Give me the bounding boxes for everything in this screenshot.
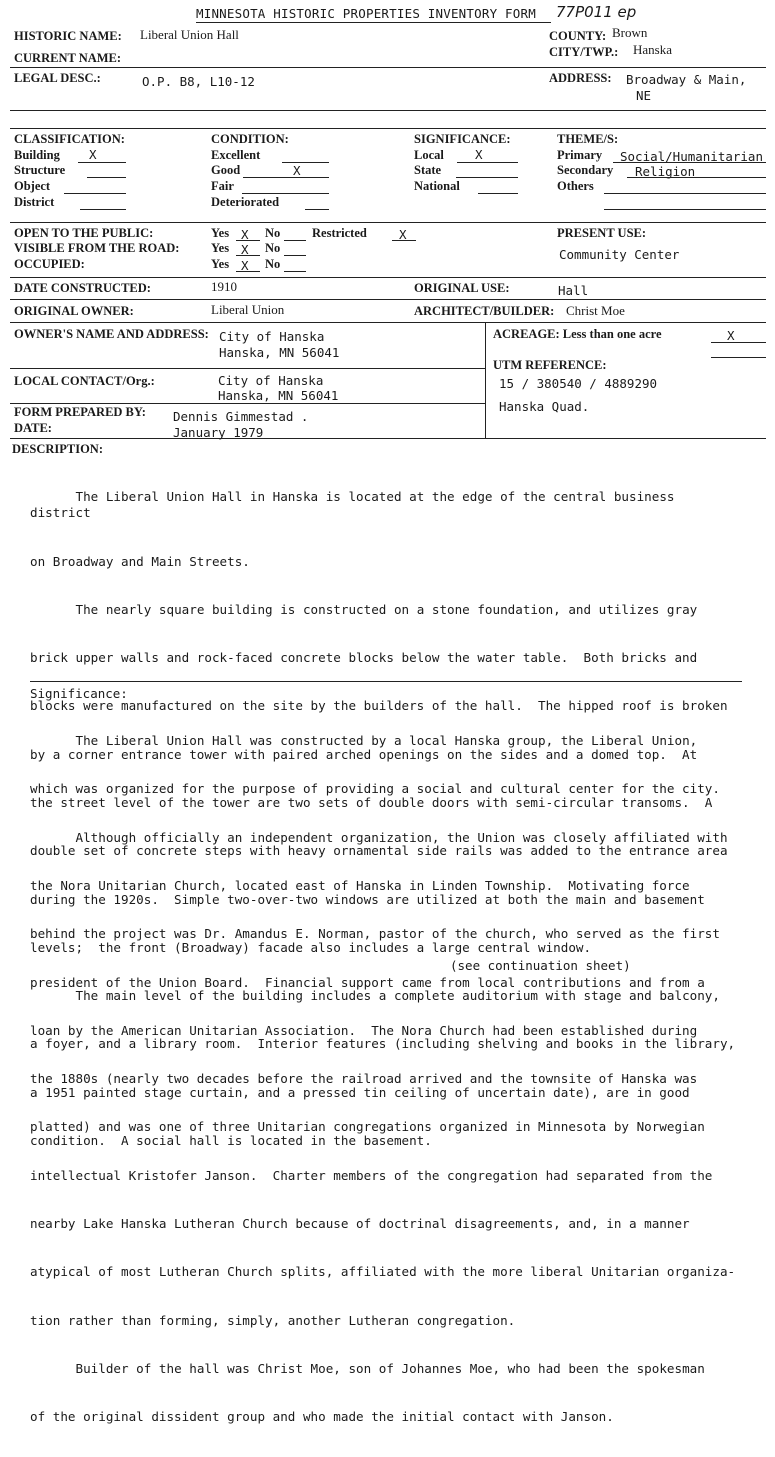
blank-line [627, 177, 766, 178]
themes-label: THEME/S: [557, 132, 619, 146]
utm-label: UTM REFERENCE: [493, 358, 607, 372]
description-label: DESCRIPTION: [12, 442, 103, 456]
divider [10, 67, 766, 68]
present-use-label: PRESENT USE: [557, 226, 647, 240]
continuation-note: (see continuation sheet) [450, 958, 631, 973]
date-constructed-value: 1910 [211, 279, 237, 294]
county-label: COUNTY: [549, 29, 607, 43]
significance-line: the Nora Unitarian Church, located east of Hanska in Linden Township. Motivating force [30, 878, 690, 894]
theme-secondary-value: Religion [635, 164, 696, 179]
classification-building-mark: X [89, 147, 97, 162]
classification-structure: Structure [14, 163, 66, 177]
classification-label: CLASSIFICATION: [14, 132, 125, 146]
address-line2: NE [636, 88, 652, 103]
significance-line: of the original dissident group and who made the initial contact with Janson. [30, 1409, 614, 1425]
legal-desc-value: O.P. B8, L10-12 [142, 74, 255, 89]
blank-line [711, 342, 766, 343]
blank-line [236, 255, 260, 256]
original-owner-value: Liberal Union [211, 302, 285, 317]
significance-line: Builder of the hall was Christ Moe, son of Johannes Moe, who had been the spokesman [30, 1360, 705, 1376]
address-label: ADDRESS: [549, 71, 612, 85]
blank-line [284, 255, 306, 256]
address-line1: Broadway & Main, [626, 72, 747, 87]
blank-line [78, 162, 126, 163]
classification-building: Building [14, 148, 60, 162]
no-label: No [265, 257, 281, 271]
significance-line: president of the Union Board. Financial support came from local contributions and from a [30, 974, 705, 990]
description-line: blocks were manufactured on the site by the builders of the hall. The hipped roof is broken [30, 698, 728, 714]
significance-text [30, 701, 742, 1457]
divider [10, 222, 766, 223]
divider [10, 110, 766, 111]
significance-line: behind the project was Dr. Amandus E. Norman, pastor of the church, who served as the first [30, 926, 720, 942]
no-label: No [265, 226, 281, 240]
significance-line: atypical of most Lutheran Church splits, affiliated with the more liberal Unitarian organiza- [30, 1264, 736, 1280]
significance-local-mark: X [475, 147, 483, 162]
owner-label: OWNER'S NAME AND ADDRESS: [14, 327, 209, 341]
acreage-label: ACREAGE: Less than one acre [493, 327, 662, 341]
significance-line: nearby Lake Hanska Lutheran Church because of doctrinal disagreements, and, in a manner [30, 1216, 690, 1231]
condition-label: CONDITION: [211, 132, 289, 146]
blank-line [236, 240, 260, 241]
blank-line [457, 162, 518, 163]
historic-name-label: HISTORIC NAME: [14, 29, 122, 43]
county-value: Brown [612, 25, 648, 40]
description-line: The Liberal Union Hall in Hanska is located at the edge of the central business district [30, 489, 683, 521]
yes-label: Yes [211, 241, 230, 255]
condition-fair: Fair [211, 179, 234, 193]
description-line: a foyer, and a library room. Interior features (including shelving and books in the library, [30, 1036, 736, 1052]
description-line: levels; the front (Broadway) facade also includes a large central window. [30, 939, 592, 955]
divider [485, 322, 486, 438]
current-name-label: CURRENT NAME: [14, 51, 122, 65]
classification-object: Object [14, 179, 51, 193]
theme-primary-value: Social/Humanitarian [620, 149, 763, 164]
visible-road-label: VISIBLE FROM THE ROAD: [14, 241, 180, 255]
yes-label: Yes [211, 226, 230, 240]
theme-others-label: Others [557, 179, 594, 193]
description-line: The nearly square building is constructed on a stone foundation, and utilizes gray [30, 601, 698, 617]
visible-yes-mark: X [241, 242, 249, 257]
significance-line: platted) and was one of three Unitarian congregations organized in Minnesota by Norwegian [30, 1119, 705, 1135]
blank-line [604, 193, 766, 194]
divider [10, 438, 766, 439]
form-title-underline [196, 22, 551, 23]
divider [10, 368, 485, 369]
occupied-label: OCCUPIED: [14, 257, 85, 271]
date-value: January 1979 [173, 425, 264, 440]
original-use-value: Hall [558, 283, 589, 298]
description-line: during the 1920s. Simple two-over-two windows are utilized at both the main and basement [30, 891, 705, 907]
description-line: brick upper walls and rock-faced concrete blocks below the water table. Both bricks and [30, 650, 698, 666]
no-label: No [265, 241, 281, 255]
significance-state: State [414, 163, 442, 177]
architect-value: Christ Moe [566, 303, 625, 318]
significance-line: intellectual Kristofer Janson. Charter members of the congregation had separated from the [30, 1167, 713, 1183]
acreage-mark: X [727, 328, 735, 343]
description-line: the street level of the tower are two sets of double doors with semi-circular transoms. A [30, 794, 713, 810]
significance-national: National [414, 179, 460, 193]
owner-line1: City of Hanska [219, 329, 325, 344]
classification-district: District [14, 195, 55, 209]
open-yes-mark: X [241, 227, 249, 242]
condition-good: Good [211, 163, 241, 177]
utm-value: 15 / 380540 / 4889290 [499, 376, 658, 391]
owner-line2: Hanska, MN 56041 [219, 345, 340, 360]
blank-line [236, 271, 260, 272]
blank-line [392, 240, 416, 241]
occupied-yes-mark: X [241, 258, 249, 273]
form-title: MINNESOTA HISTORIC PROPERTIES INVENTORY FORM [196, 6, 536, 21]
significance-line: loan by the American Unitarian Association. The Nora Church had been established during [30, 1022, 698, 1038]
original-owner-label: ORIGINAL OWNER: [14, 304, 134, 318]
divider [10, 277, 766, 278]
divider [10, 128, 766, 129]
date-constructed-label: DATE CONSTRUCTED: [14, 281, 151, 295]
significance-line: The Liberal Union Hall was constructed by a local Hanska group, the Liberal Union, [30, 733, 698, 749]
blank-line [456, 177, 518, 178]
divider [10, 299, 766, 300]
divider [10, 322, 766, 323]
local-contact-line2: Hanska, MN 56041 [218, 388, 339, 403]
blank-line [284, 271, 306, 272]
architect-label: ARCHITECT/BUILDER: [414, 304, 555, 318]
significance-line: the 1880s (nearly two decades before the railroad arrived and the townsite of Hanska was [30, 1071, 698, 1087]
utm-quad: Hanska Quad. [499, 399, 590, 414]
description-line: on Broadway and Main Streets. [30, 553, 250, 569]
prepared-by-label: FORM PREPARED BY: [14, 405, 146, 419]
local-contact-label: LOCAL CONTACT/Org.: [14, 374, 155, 388]
significance-level-label: SIGNIFICANCE: [414, 132, 511, 146]
blank-line [242, 193, 329, 194]
description-line: The main level of the building includes a complete auditorium with stage and balcony, [30, 988, 720, 1004]
significance-local: Local [414, 148, 444, 162]
significance-line: tion rather than forming, simply, another Lutheran congregation. [30, 1312, 516, 1328]
condition-excellent: Excellent [211, 148, 261, 162]
present-use-value: Community Center [559, 247, 680, 262]
restricted-mark: X [399, 227, 407, 242]
description-line: double set of concrete steps with heavy ornamental side rails was added to the entrance area [30, 843, 728, 859]
restricted-label: Restricted [312, 226, 367, 240]
historic-name-value: Liberal Union Hall [140, 27, 239, 42]
significance-label: Significance: [30, 686, 128, 701]
divider [10, 403, 485, 404]
description-line: a 1951 painted stage curtain, and a pressed tin ceiling of uncertain date), are in good [30, 1084, 690, 1100]
local-contact-line1: City of Hanska [218, 373, 324, 388]
condition-deteriorated: Deteriorated [211, 195, 280, 209]
open-public-label: OPEN TO THE PUBLIC: [14, 226, 154, 240]
prepared-by-value: Dennis Gimmestad . [173, 409, 309, 424]
blank-line [613, 162, 766, 163]
blank-line [711, 357, 766, 358]
theme-primary-label: Primary [557, 148, 603, 162]
theme-secondary-label: Secondary [557, 163, 614, 177]
blank-line [64, 193, 126, 194]
date-label: DATE: [14, 421, 52, 435]
original-use-label: ORIGINAL USE: [414, 281, 510, 295]
description-line: by a corner entrance tower with paired arched openings on the sides and a domed top. At [30, 746, 698, 762]
city-twp-value: Hanska [633, 42, 672, 57]
blank-line [478, 193, 518, 194]
blank-line [305, 209, 329, 210]
legal-desc-label: LEGAL DESC.: [14, 71, 101, 85]
divider [30, 681, 742, 682]
blank-line [243, 177, 329, 178]
form-number: 77P011 ep [556, 3, 637, 21]
blank-line [284, 240, 306, 241]
condition-good-mark: X [293, 163, 301, 178]
significance-line: Although officially an independent organization, the Union was closely affiliated with [30, 829, 728, 845]
yes-label: Yes [211, 257, 230, 271]
blank-line [604, 209, 766, 210]
blank-line [80, 209, 126, 210]
city-twp-label: CITY/TWP.: [549, 45, 619, 59]
description-line: condition. A social hall is located in the basement. [30, 1132, 432, 1148]
blank-line [282, 162, 329, 163]
significance-line: which was organized for the purpose of providing a social and cultural center for the city. [30, 781, 720, 797]
blank-line [87, 177, 126, 178]
